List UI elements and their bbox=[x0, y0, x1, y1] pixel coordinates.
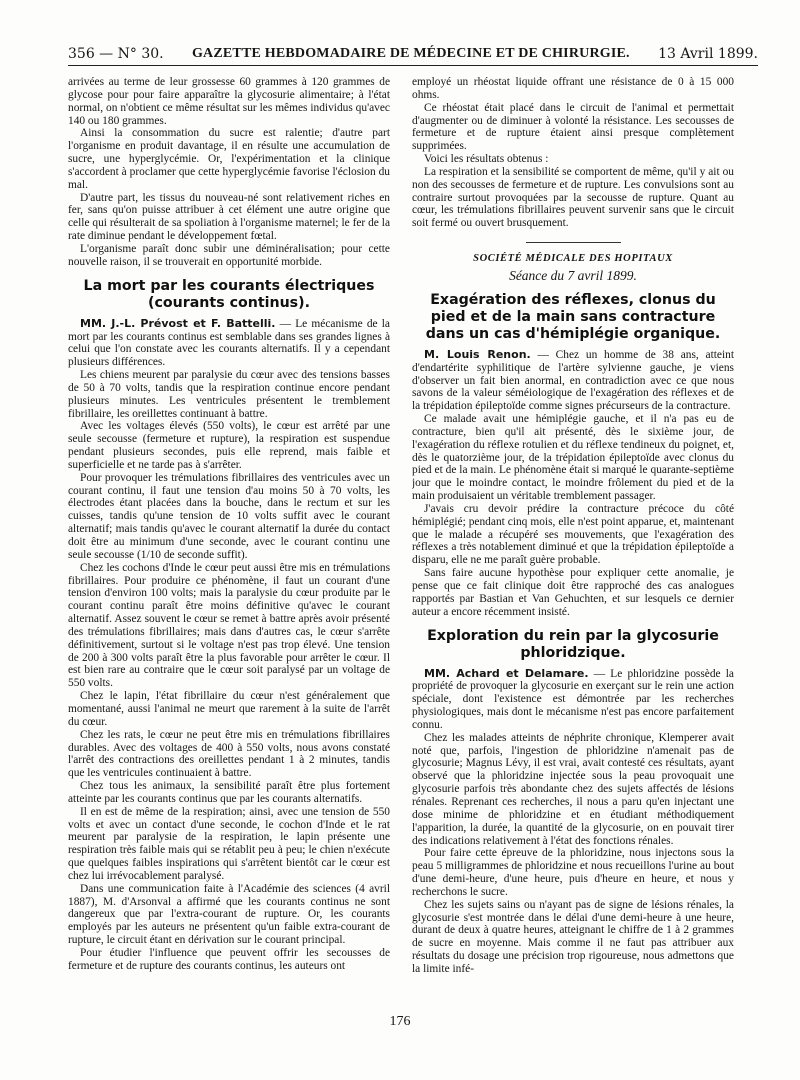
divider bbox=[526, 242, 621, 243]
paragraph: Dans une communication faite à l'Académie des sciences (4 avril 1887), M. d'Arsonval a affirmé que les courants continus ne sont dangereux que par l'extra-courant de rupture. Or, les courants employés par les auteurs ne présentent qu'un faible extra-courant de rupture, le circuit étant en dérivation sur le courant principal. bbox=[68, 882, 390, 947]
authors: MM. J.-L. Prévost et F. Battelli. bbox=[80, 316, 276, 330]
section-title-electric-death: La mort par les courants électriques (courants continus). bbox=[83, 277, 375, 311]
paragraph: Avec les voltages élevés (550 volts), le cœur est arrêté par une seule secousse (fermeture et rupture), la respiration est suspendue pendant plusieurs secondes, puis elle reprend, mais faible et superficielle et ne tarde pas à s'arrêter. bbox=[68, 420, 390, 471]
paragraph: L'organisme paraît donc subir une déminéralisation; pour cette nouvelle raison, il se trouverait en opportunité morbide. bbox=[68, 242, 390, 268]
folio-number: 176 bbox=[389, 1014, 411, 1029]
paragraph: Chez les cochons d'Inde le cœur peut aussi être mis en trémulations fibrillaires. Pour produire ce phénomène, il faut un courant d'une tension d'environ 100 volts; mais la paralysie du cœur produite par le courant continu paraît être moins définitive qu'avec le courant alternatif. Assez souvent le cœur se remet à battre après avoir présenté des trémulations fibrillaires; mais dans d'autres cas, le cœur s'arrête définitivement, surtout si le voltage n'est pas trop élevé. Une tension de 200 à 300 volts paraît être la plus favorable pour arrêter le cœur. Il est bien rare au contraire que le cœur soit paralysé par un voltage de 550 volts. bbox=[68, 561, 390, 690]
paragraph: Chez tous les animaux, la sensibilité paraît être plus fortement atteinte par les courants continus que par les courants alternatifs. bbox=[68, 780, 390, 805]
paragraph-lead bbox=[68, 318, 390, 369]
section-title-kidney: Exploration du rein par la glycosurie phloridzique. bbox=[427, 627, 719, 661]
paragraph-lead bbox=[412, 349, 734, 413]
society-heading: SOCIÉTÉ MÉDICALE DES HOPITAUX bbox=[473, 253, 673, 265]
paragraph: Ainsi la consommation du sucre est ralentie; d'autre part l'organisme en produit davantage, il en résulte une accumulation de sucre, une hyperglycémie. Or, l'expérimentation et la clinique s'accordent à proclamer que cette hyperglycémie favorise l'éclosion du mal. bbox=[68, 127, 390, 191]
lead-text: — Chez un homme de 38 ans, atteint d'endartérite syphilitique de l'artère sylvienne gauche, je viens d'observer un fait bien anormal, en contradiction avec ce que nous savons de la valeur séméiologique de l'exagération des réflexes et de la trépidation épileptoïde comme signes précurseurs de la contracture. bbox=[412, 348, 734, 413]
paragraph: J'avais cru devoir prédire la contracture précoce du côté hémiplégié; pendant cinq mois, elle n'est point apparue, et, maintenant que le malade a récupéré ses mouvements, que l'exagération des réflexes a très notablement diminué et que la trépidation épileptoïde a disparu, elle ne me paraît guère probable. bbox=[412, 502, 734, 567]
paragraph: Les chiens meurent par paralysie du cœur avec des tensions basses de 50 à 70 volts, tandis que la respiration continue encore pendant plusieurs minutes. Les ventricules présentent le tremblement fibrillaire, les oreillettes continuant à battre. bbox=[68, 369, 390, 420]
lead-text: — Le phloridzine possède la propriété de provoquer la glycosurie en exerçant sur le rein une action spéciale, dont l'existence est démontrée par les recherches physiologiques, mais dont le mécanisme n'est pas encore parfaitement connu. bbox=[412, 667, 734, 731]
page-number-issue: 356 — N° 30. bbox=[68, 46, 164, 62]
paragraph: Ce rhéostat était placé dans le circuit de l'animal et permettait d'augmenter ou de diminuer à volonté la résistance. Les secousses de fermeture et de rupture étaient ainsi presque complètement supprimées. bbox=[412, 101, 734, 153]
paragraph: Pour étudier l'influence que peuvent offrir les secousses de fermeture et de rupture des courants continus, les auteurs ont bbox=[68, 947, 390, 972]
paragraph: Chez les malades atteints de néphrite chronique, Klemperer avait noté que, parfois, l'ingestion de phloridzine n'amenait pas de glycosurie; Magnus Lévy, il est vrai, avait contesté ces résultats, ayant observé que la phloridzine injectée sous la peau provoquait une glycosurie parfois très abondante chez des sujets affectés de lésions rénales. Reprenant ces recherches, il nous a paru qu'en injectant une dose minime de phloridzine et en étudiant méthodiquement l'apparition, la durée, la quantité de la glycosurie, on en pouvait tirer des indications relativement à l'état des fonctions rénales. bbox=[412, 731, 734, 847]
author: M. Louis Renon. bbox=[424, 347, 531, 361]
session-date: Séance du 7 avril 1899. bbox=[509, 267, 637, 283]
journal-title: GAZETTE HEBDOMADAIRE DE MÉDECINE ET DE CHIRURGIE. bbox=[191, 46, 630, 61]
paragraph-lead bbox=[412, 668, 734, 732]
paragraph: D'autre part, les tissus du nouveau-né sont relativement riches en fer, sans qu'on puisse attribuer à cet élément une autre origine que celle qui résulterait de sa spoliation à l'organisme maternel; le fer de la rate diminue pendant le développement fœtal. bbox=[68, 191, 390, 243]
paragraph: Voici les résultats obtenus : bbox=[424, 153, 549, 166]
right-column bbox=[412, 76, 734, 1012]
paragraph: Chez les rats, le cœur ne peut être mis en trémulations fibrillaires durables. Avec des voltages de 400 à 550 volts, nous avons constaté l'arrêt des contractions des oreillettes pendant 1 à 2 minutes, tandis que les ventricules continuaient à battre. bbox=[68, 728, 390, 780]
paragraph: Chez le lapin, l'état fibrillaire du cœur n'est généralement que momentané, aussi l'animal ne meurt que rarement à la suite de l'arrêt du cœur. bbox=[68, 690, 390, 728]
authors: MM. Achard et Delamare. bbox=[424, 666, 589, 680]
lead-text: — Le mécanisme de la mort par les courants continus est semblable dans ses grandes lignes à celui que l'on constate avec les courants alternatifs. Il y a cependant plusieurs différences. bbox=[68, 317, 390, 369]
paragraph: employé un rhéostat liquide offrant une résistance de 0 à 15 000 ohms. bbox=[412, 76, 734, 101]
paragraph: Chez les sujets sains ou n'ayant pas de signe de lésions rénales, la glycosurie s'est montrée dans le délai d'une demi-heure à une heure, durant de deux à quatre heures, atteignant le chiffre de 1 à 2 grammes de sucre en moyenne. Mais comme il ne faut pas attribuer aux résultats du dosage une précision trop rigoureuse, nous admettons que la limite infé- bbox=[412, 898, 734, 975]
paragraph: La respiration et la sensibilité se comportent de même, qu'il y ait ou non des secousses de fermeture et de rupture. Les convulsions sont au contraire surtout provoquées par la secousse de rupture. Quant au cœur, les trémulations fibrillaires peuvent survenir sans que le circuit soit fermé ou ouvert brusquement. bbox=[412, 165, 734, 230]
paragraph: Pour provoquer les trémulations fibrillaires des ventricules avec un courant continu, il faut une tension d'au moins 50 à 70 volts, les électrodes étant placées dans la bouche, dans le rectum et sur les cuisses, tandis qu'une tension de 10 volts suffit avec le courant alternatif; mais tandis qu'avec le courant alternatif la durée du contact doit être au minimum d'une seconde, avec le courant continu une seule secousse (1/10 de seconde suffit). bbox=[68, 471, 390, 561]
left-column bbox=[68, 76, 390, 1012]
section-title-reflexes: Exagération des réflexes, clonus du pied et de la main sans contracture dans un cas d'hémiplégie organique. bbox=[425, 291, 721, 342]
issue-date: 13 Avril 1899. bbox=[658, 46, 758, 62]
running-header bbox=[68, 38, 758, 66]
paragraph: Ce malade avait une hémiplégie gauche, et il n'a pas eu de contracture, bien qu'il ait présenté, dès le sixième jour, de l'exagération du réflexe rotulien et du réflexe tendineux du poignet, et, dès le quatorzième jour, de la trépidation épileptoïde avec clonus du pied et de la main. Le phénomène était si marqué le quarante-septième jour que le moindre contact, le moindre frôlement du pied et de la main produisaient un véritable tremblement passager. bbox=[412, 413, 734, 503]
paragraph: Pour faire cette épreuve de la phloridzine, nous injectons sous la peau 5 milligrammes de phloridzine et nous recueillons l'urine au bout d'une demi-heure, d'une heure, puis d'heure en heure, et nous y recherchons le sucre. bbox=[412, 847, 734, 898]
paragraph: Il en est de même de la respiration; ainsi, avec une tension de 550 volts et avec un contact d'une seconde, le cochon d'Inde et le rat meurent par paralysie de la respiration, le lapin présente une respiration très faible mais qui se rétablit peu à peu; le chien n'exécute que quelques faibles inspirations qui s'arrêtent bientôt car le cœur est chez lui irrévocablement paralysé. bbox=[68, 805, 390, 882]
paragraph: arrivées au terme de leur grossesse 60 grammes à 120 grammes de glycose pour pour faire apparaître la glycosurie alimentaire; à l'état normal, on n'obtient ce même résultat sur les mêmes individus qu'avec 140 ou 180 grammes. bbox=[68, 76, 390, 127]
paragraph: Sans faire aucune hypothèse pour expliquer cette anomalie, je pense que ce fait clinique doit être rapproché des cas analogues rapportés par Bastian et Van Gehuchten, et sur lesquels ce dernier auteur a encore récemment insisté. bbox=[412, 567, 734, 618]
